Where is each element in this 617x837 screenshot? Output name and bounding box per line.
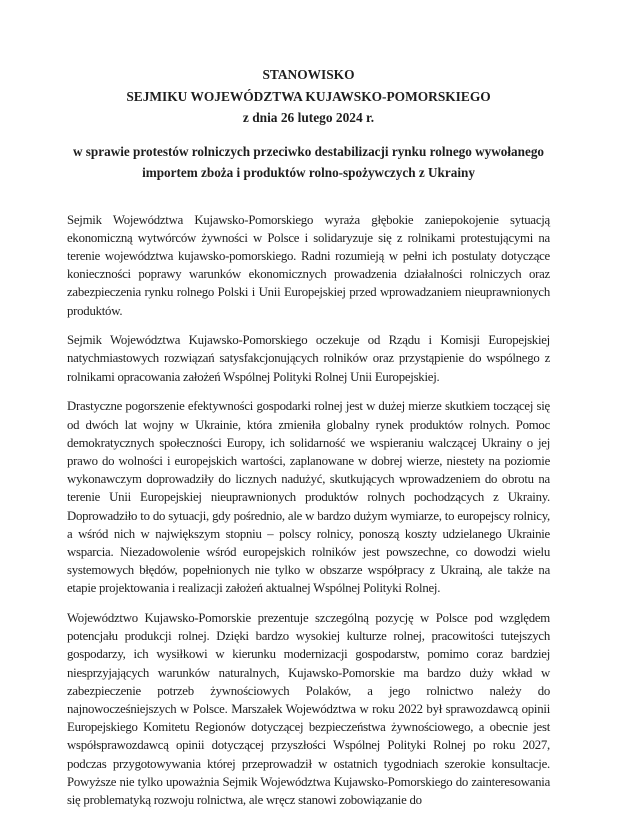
- document-date: z dnia 26 lutego 2024 r.: [242, 110, 375, 125]
- document-subject: [67, 141, 550, 184]
- document-title-organ: SEJMIKU WOJEWÓDZTWA KUJAWSKO-POMORSKIEGO: [126, 88, 491, 104]
- document-header: [67, 64, 550, 184]
- document-body: [67, 211, 550, 810]
- paragraph-war-impact: Drastyczne pogorszenie efektywności gospodarki rolnej jest w dużej mierze skutkiem toczącej się od dwóch lat wojny w Ukrainie, która zmieniła globalny rynek produktów rolnych. Pomoc demokratycznych społeczności Europy, ich solidarność we wspieraniu walczącej Ukrainy o jej prawo do wolności i europejskich wartości, zaplanowane w dobrej wierze, niestety na poziomie wykonawczym doprowadziły do licznych nadużyć, skutkujących wprowadzeniem do obrotu na terenie Unii Europejskiej nieuprawnionych produktów rolnych pochodzących z Ukrainy. Doprowadziło to do sytuacji, gdy pośrednio, ale w bardzo dużym wymiarze, to europejscy rolnicy, a wśród nich w największym stopniu – polscy rolnicy, ponoszą koszty udzielanego Ukrainie wsparcia. Niezadowolenie wśród europejskich rolników jest powszechne, co dowodzi wielu systemowych błędów, popełnionych nie tylko w obszarze współpracy z Ukrainą, ale także na etapie projektowania i realizacji założeń aktualnej Wspólnej Polityki Rolnej.: [67, 399, 550, 596]
- paragraph-solidarity: Sejmik Województwa Kujawsko-Pomorskiego wyraża głębokie zaniepokojenie sytuacją ekonomiczną wytwórców żywności w Polsce i solidaryzuje się z rolnikami protestującymi na terenie województwa kujawsko-pomorskiego. Radni rozumieją w pełni ich postulaty dotyczące konieczności poprawy warunków ekonomicznych prowadzenia działalności rolniczych oraz zabezpieczenia rynku rolnego Polski i Unii Europejskiej przed wprowadzaniem nieuprawnionych produktów.: [67, 212, 550, 318]
- paragraph-region-position: Województwo Kujawsko-Pomorskie prezentuje szczególną pozycję w Polsce pod względem potencjału produkcji rolnej. Dzięki bardzo wysokiej kulturze rolnej, pracowitości tutejszych gospodarzy, ich wysiłkowi w kierunku modernizacji gospodarstw, pomimo coraz bardziej niesprzyjających warunków naturalnych, Kujawsko-Pomorskie ma bardzo duży wkład w zabezpieczenie potrzeb żywnościowych Polaków, a jego rolnictwo należy do najnowocześniejszych w Polsce. Marszałek Województwa w roku 2022 był sprawozdawcą opinii Europejskiego Komitetu Regionów dotyczącej bezpieczeństwa żywnościowego, a obecnie jest współsprawozdawcą opinii dotyczącej przyszłości Wspólnej Polityki Rolnej po roku 2027, podczas przygotowywania której przeprowadził w ostatnich tygodniach szerokie konsultacje. Powyższe nie tylko upoważnia Sejmik Województwa Kujawsko-Pomorskiego do zainteresowania się problematyką rozwoju rolnictwa, ale wręcz stanowi zobowiązanie do: [67, 611, 550, 808]
- document-subject-line-2: importem zboża i produktów rolno-spożywczych z Ukrainy: [142, 165, 475, 180]
- paragraph-expectations: Sejmik Województwa Kujawsko-Pomorskiego oczekuje od Rządu i Komisji Europejskiej natychmiastowych rozwiązań satysfakcjonujących rolników oraz przystąpienie do wspólnego z rolnikami opracowania założeń Wspólnej Polityki Rolnej Unii Europejskiej.: [67, 333, 550, 384]
- document-title: STANOWISKO: [262, 67, 355, 82]
- document-subject-line-1: w sprawie protestów rolniczych przeciwko destabilizacji rynku rolnego wywołanego: [72, 143, 545, 159]
